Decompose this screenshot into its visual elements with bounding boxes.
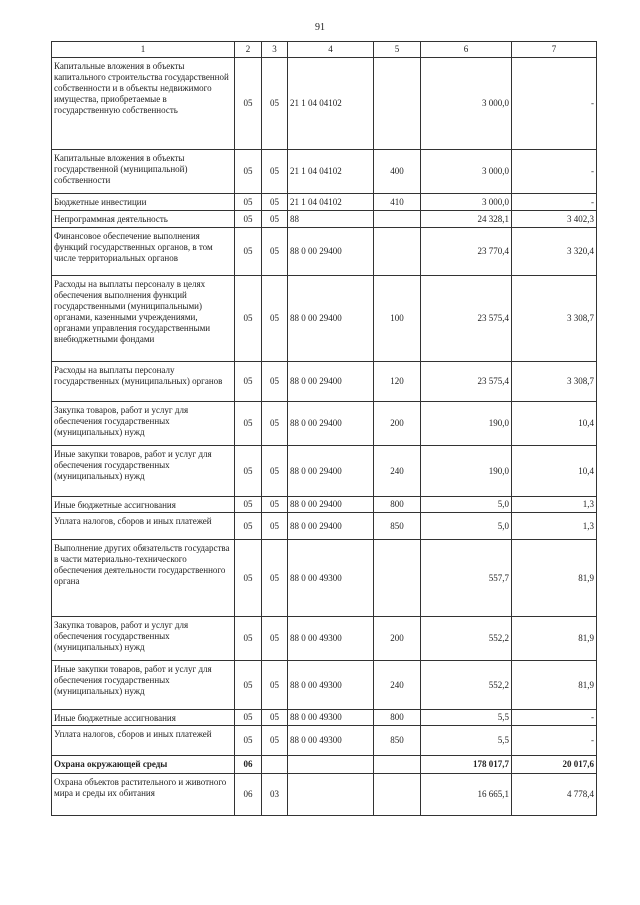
amount-col7-cell: 3 308,7 (512, 276, 597, 362)
table-row (52, 540, 597, 617)
amount-col7-cell: 3 308,7 (512, 362, 597, 402)
amount-col6-cell: 5,0 (421, 513, 512, 540)
amount-col6-cell: 24 328,1 (421, 211, 512, 228)
subsection-cell: 05 (262, 710, 288, 726)
table-row (52, 756, 597, 774)
amount-col6-cell: 190,0 (421, 402, 512, 446)
section-cell: 05 (235, 402, 262, 446)
expense-type-cell: 100 (374, 276, 421, 362)
expense-type-cell (374, 211, 421, 228)
expense-name-cell: Охрана объектов растительного и животного мира и среды их обитания (52, 774, 235, 816)
target-article-cell: 88 0 00 49300 (288, 710, 374, 726)
amount-col7-cell: 3 320,4 (512, 228, 597, 276)
section-cell: 05 (235, 150, 262, 194)
target-article-cell (288, 756, 374, 774)
target-article-cell: 88 0 00 49300 (288, 661, 374, 710)
subsection-cell: 05 (262, 661, 288, 710)
expense-type-cell: 400 (374, 150, 421, 194)
amount-col7-cell: - (512, 710, 597, 726)
amount-col7-cell: - (512, 58, 597, 150)
target-article-cell: 88 0 00 49300 (288, 540, 374, 617)
section-cell: 05 (235, 513, 262, 540)
section-cell: 05 (235, 710, 262, 726)
expense-name-cell: Уплата налогов, сборов и иных платежей (52, 726, 235, 756)
target-article-cell: 88 0 00 29400 (288, 362, 374, 402)
amount-col7-cell: - (512, 150, 597, 194)
target-article-cell: 21 1 04 04102 (288, 150, 374, 194)
section-cell: 05 (235, 211, 262, 228)
expense-type-cell: 850 (374, 726, 421, 756)
expense-type-cell (374, 228, 421, 276)
subsection-cell: 05 (262, 150, 288, 194)
amount-col6-cell: 5,5 (421, 710, 512, 726)
expense-name-cell: Выполнение других обязательств государства в части материально-технического обеспечения деятельности государственного органа (52, 540, 235, 617)
amount-col6-cell: 3 000,0 (421, 58, 512, 150)
header-cell: 4 (288, 42, 374, 58)
subsection-cell: 05 (262, 402, 288, 446)
expense-type-cell (374, 774, 421, 816)
expense-name-cell: Иные закупки товаров, работ и услуг для обеспечения государственных (муниципальных) нужд (52, 446, 235, 497)
table-row (52, 726, 597, 756)
target-article-cell (288, 774, 374, 816)
expense-type-cell: 200 (374, 617, 421, 661)
target-article-cell: 88 0 00 29400 (288, 497, 374, 513)
expense-name-cell: Бюджетные инвестиции (52, 194, 235, 211)
table-row (52, 150, 597, 194)
expense-type-cell: 800 (374, 497, 421, 513)
amount-col6-cell: 557,7 (421, 540, 512, 617)
table-row (52, 194, 597, 211)
table-row (52, 228, 597, 276)
target-article-cell: 21 1 04 04102 (288, 194, 374, 211)
expense-name-cell: Закупка товаров, работ и услуг для обеспечения государственных (муниципальных) нужд (52, 617, 235, 661)
header-cell: 1 (52, 42, 235, 58)
subsection-cell: 05 (262, 540, 288, 617)
header-cell: 6 (421, 42, 512, 58)
expense-name-cell: Расходы на выплаты персоналу в целях обеспечения выполнения функций государственными (муниципальными) органами, казенными учреждениями, органами управления государственными внебюджетными фондами (52, 276, 235, 362)
subsection-cell: 05 (262, 446, 288, 497)
expense-name-cell: Закупка товаров, работ и услуг для обеспечения государственных (муниципальных) нужд (52, 402, 235, 446)
subsection-cell: 05 (262, 617, 288, 661)
amount-col7-cell: 3 402,3 (512, 211, 597, 228)
table-row (52, 617, 597, 661)
amount-col6-cell: 5,5 (421, 726, 512, 756)
header-row (52, 42, 597, 58)
expense-name-cell: Расходы на выплаты персоналу государственных (муниципальных) органов (52, 362, 235, 402)
target-article-cell: 88 (288, 211, 374, 228)
amount-col6-cell: 5,0 (421, 497, 512, 513)
amount-col6-cell: 552,2 (421, 617, 512, 661)
amount-col6-cell: 16 665,1 (421, 774, 512, 816)
amount-col6-cell: 190,0 (421, 446, 512, 497)
expense-name-cell: Охрана окружающей среды (52, 756, 235, 774)
header-cell: 7 (512, 42, 597, 58)
amount-col6-cell: 23 575,4 (421, 276, 512, 362)
target-article-cell: 88 0 00 49300 (288, 617, 374, 661)
amount-col7-cell: 81,9 (512, 617, 597, 661)
subsection-cell: 05 (262, 276, 288, 362)
table-row (52, 211, 597, 228)
amount-col7-cell: 81,9 (512, 540, 597, 617)
section-cell: 05 (235, 362, 262, 402)
table-row (52, 513, 597, 540)
expense-name-cell: Иные бюджетные ассигнования (52, 710, 235, 726)
expense-type-cell (374, 540, 421, 617)
amount-col7-cell: 10,4 (512, 446, 597, 497)
table-row (52, 774, 597, 816)
section-cell: 05 (235, 228, 262, 276)
subsection-cell: 05 (262, 228, 288, 276)
target-article-cell: 88 0 00 29400 (288, 402, 374, 446)
expense-type-cell: 800 (374, 710, 421, 726)
page-number: 91 (315, 22, 325, 33)
table-row (52, 661, 597, 710)
amount-col7-cell: 1,3 (512, 513, 597, 540)
expense-type-cell: 200 (374, 402, 421, 446)
subsection-cell: 05 (262, 211, 288, 228)
amount-col6-cell: 552,2 (421, 661, 512, 710)
amount-col7-cell: 1,3 (512, 497, 597, 513)
expense-name-cell: Капитальные вложения в объекты государственной (муниципальной) собственности (52, 150, 235, 194)
subsection-cell: 03 (262, 774, 288, 816)
section-cell: 05 (235, 446, 262, 497)
amount-col7-cell: 10,4 (512, 402, 597, 446)
section-cell: 05 (235, 617, 262, 661)
section-cell: 05 (235, 661, 262, 710)
amount-col7-cell: - (512, 726, 597, 756)
expense-type-cell: 850 (374, 513, 421, 540)
subsection-cell: 05 (262, 726, 288, 756)
section-cell: 05 (235, 540, 262, 617)
target-article-cell: 88 0 00 29400 (288, 446, 374, 497)
expense-name-cell: Иные закупки товаров, работ и услуг для обеспечения государственных (муниципальных) нужд (52, 661, 235, 710)
subsection-cell: 05 (262, 362, 288, 402)
amount-col6-cell: 3 000,0 (421, 194, 512, 211)
header-cell: 2 (235, 42, 262, 58)
table-row (52, 58, 597, 150)
section-cell: 05 (235, 58, 262, 150)
amount-col6-cell: 3 000,0 (421, 150, 512, 194)
section-cell: 06 (235, 774, 262, 816)
expense-type-cell: 410 (374, 194, 421, 211)
section-cell: 05 (235, 497, 262, 513)
section-cell: 06 (235, 756, 262, 774)
subsection-cell: 05 (262, 58, 288, 150)
expense-type-cell: 120 (374, 362, 421, 402)
expense-type-cell: 240 (374, 446, 421, 497)
expense-type-cell (374, 58, 421, 150)
expense-type-cell: 240 (374, 661, 421, 710)
table-row (52, 497, 597, 513)
budget-table (51, 41, 597, 816)
amount-col6-cell: 23 575,4 (421, 362, 512, 402)
section-cell: 05 (235, 276, 262, 362)
section-cell: 05 (235, 194, 262, 211)
amount-col6-cell: 178 017,7 (421, 756, 512, 774)
amount-col7-cell: 81,9 (512, 661, 597, 710)
table-row (52, 710, 597, 726)
header-cell: 5 (374, 42, 421, 58)
amount-col6-cell: 23 770,4 (421, 228, 512, 276)
table-row (52, 362, 597, 402)
amount-col7-cell: 20 017,6 (512, 756, 597, 774)
subsection-cell (262, 756, 288, 774)
target-article-cell: 88 0 00 29400 (288, 276, 374, 362)
expense-name-cell: Капитальные вложения в объекты капитального строительства государственной собственности и в объекты недвижимого имущества, приобретаемые в государственную собственность (52, 58, 235, 150)
amount-col7-cell: 4 778,4 (512, 774, 597, 816)
expense-name-cell: Непрограммная деятельность (52, 211, 235, 228)
table-row (52, 276, 597, 362)
expense-name-cell: Иные бюджетные ассигнования (52, 497, 235, 513)
section-cell: 05 (235, 726, 262, 756)
subsection-cell: 05 (262, 497, 288, 513)
table-row (52, 446, 597, 497)
target-article-cell: 88 0 00 29400 (288, 228, 374, 276)
expense-name-cell: Уплата налогов, сборов и иных платежей (52, 513, 235, 540)
header-cell: 3 (262, 42, 288, 58)
target-article-cell: 21 1 04 04102 (288, 58, 374, 150)
expense-type-cell (374, 756, 421, 774)
amount-col7-cell: - (512, 194, 597, 211)
table-row (52, 402, 597, 446)
expense-name-cell: Финансовое обеспечение выполнения функций государственных органов, в том числе территориальных органов (52, 228, 235, 276)
subsection-cell: 05 (262, 513, 288, 540)
target-article-cell: 88 0 00 49300 (288, 726, 374, 756)
target-article-cell: 88 0 00 29400 (288, 513, 374, 540)
subsection-cell: 05 (262, 194, 288, 211)
